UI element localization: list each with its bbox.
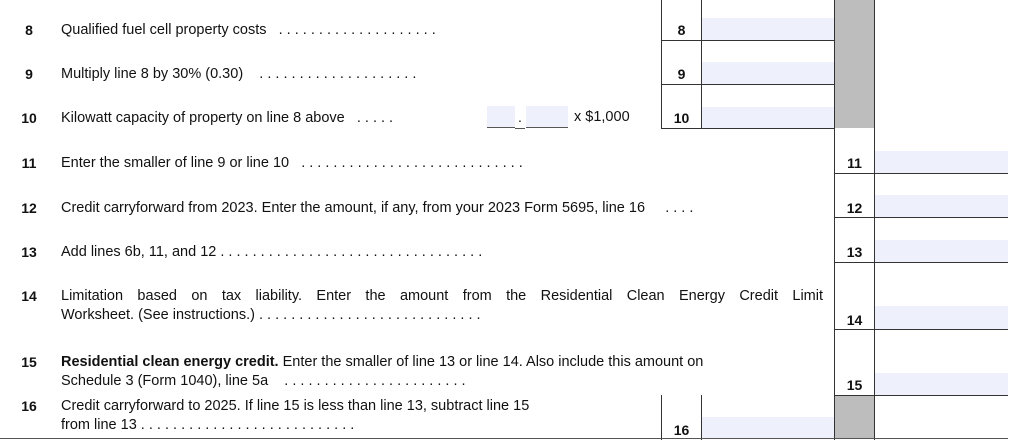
line-14-number: 14 xyxy=(21,288,37,304)
row-14-rule xyxy=(834,329,1008,330)
line-16-text-line1: Credit carryforward to 2025. If line 15 is less than line 13, subtract line 15 xyxy=(61,398,530,414)
line-10-text: Kilowatt capacity of property on line 8 above xyxy=(61,110,345,126)
kilowatt-whole-input[interactable] xyxy=(487,106,515,128)
line-12-label xyxy=(61,199,693,218)
line-15-text-line1-content: Enter the smaller of line 13 or line 14. Also include this amount on xyxy=(278,354,704,370)
line-11-number: 11 xyxy=(21,155,37,171)
kilowatt-decimal-separator: . xyxy=(515,109,525,129)
line-8-amount-input[interactable] xyxy=(702,18,834,40)
outer-box-left-rule xyxy=(834,0,835,440)
line-14-label xyxy=(61,287,823,325)
line-14-amount-input[interactable] xyxy=(875,306,1008,329)
line-14-text-line2 xyxy=(61,306,823,325)
row-10-rule xyxy=(661,128,834,129)
line-13-number: 13 xyxy=(21,244,37,260)
row-8-rule xyxy=(661,40,834,41)
line-8-number: 8 xyxy=(25,22,33,38)
box-12-label: 12 xyxy=(846,200,863,216)
line-16-amount-input[interactable] xyxy=(702,417,834,438)
leader-dots: . . . . . . . . . . . . . . . . . . . . . . . . . . . . xyxy=(258,307,481,323)
line-10-amount-input[interactable] xyxy=(702,107,834,128)
box-10-label: 10 xyxy=(673,110,690,126)
line-12-amount-input[interactable] xyxy=(875,195,1008,217)
row-11-rule xyxy=(834,173,1008,174)
line-14-text-line2-content: Worksheet. (See instructions.) xyxy=(61,307,255,323)
leader-dots: . . . . . . . . . . . . . . . . . . . . xyxy=(278,22,436,38)
leader-dots: . . . . . . . . . . . . . . . . . . . . . . . xyxy=(284,373,466,389)
line-11-label xyxy=(61,154,523,173)
line-9-amount-input[interactable] xyxy=(702,62,834,84)
line-15-text-line2-content: Schedule 3 (Form 1040), line 5a xyxy=(61,373,269,389)
box-8-label: 8 xyxy=(677,22,686,38)
row-13-rule xyxy=(834,262,1008,263)
line-13-label xyxy=(61,243,482,262)
line-15-number: 15 xyxy=(21,354,37,370)
box-9-label: 9 xyxy=(677,66,686,82)
line-8-label xyxy=(61,21,436,40)
leader-dots: . . . . . . . . . . . . . . . . . . . . . . . . . . . xyxy=(140,417,355,433)
line-16-number: 16 xyxy=(21,398,37,414)
line-16-label xyxy=(61,397,661,435)
shaded-cell-bottom xyxy=(835,396,874,438)
leader-dots: . . . . . . . . . . . . . . . . . . . . . . . . . . . . xyxy=(301,155,523,171)
line-13-text: Add lines 6b, 11, and 12 xyxy=(61,244,217,260)
row-12-rule xyxy=(834,217,1008,218)
line-13-amount-input[interactable] xyxy=(875,240,1008,262)
kilowatt-fraction-input[interactable] xyxy=(526,106,568,128)
line-15-amount-input[interactable] xyxy=(875,373,1008,395)
line-11-text: Enter the smaller of line 9 or line 10 xyxy=(61,155,290,171)
box-11-label: 11 xyxy=(847,155,862,171)
line-15-text-line1 xyxy=(61,353,823,372)
line-10-label xyxy=(61,109,393,128)
box-14-label: 14 xyxy=(846,312,863,328)
line-16-text-line2 xyxy=(61,416,661,435)
line-11-amount-input[interactable] xyxy=(875,151,1008,173)
leader-dots: . . . . . . . . . . . . . . . . . . . . xyxy=(259,66,417,82)
line-12-text: Credit carryforward from 2023. Enter the amount, if any, from your 2023 Form 5695, line 16 xyxy=(61,200,646,216)
box-16-label: 16 xyxy=(673,422,690,438)
leader-dots: . . . . . . . . . . . . . . . . . . . . . . . . . . . . . . . . . xyxy=(220,244,483,260)
box-15-label: 15 xyxy=(846,377,863,393)
line-9-label xyxy=(61,65,416,84)
form-bottom-rule xyxy=(0,438,1008,439)
line-10-number: 10 xyxy=(21,110,37,126)
line-14-text-line1: Limitation based on tax liability. Enter the amount from the Residential Clean Energy Credit Limit xyxy=(61,288,823,304)
line-15-label xyxy=(61,353,823,391)
line-12-number: 12 xyxy=(21,200,37,216)
line-8-text: Qualified fuel cell property costs xyxy=(61,22,267,38)
line-15-bold-title: Residential clean energy credit. xyxy=(61,354,279,370)
leader-dots: . . . . . xyxy=(356,110,394,126)
leader-dots: . . . . xyxy=(665,200,694,216)
line-9-number: 9 xyxy=(25,66,33,82)
line-16-text-line2-content: from line 13 xyxy=(61,417,137,433)
kilowatt-multiplier: x $1,000 xyxy=(574,109,630,125)
line-15-text-line2 xyxy=(61,372,823,391)
box-13-label: 13 xyxy=(846,244,863,260)
line-9-text: Multiply line 8 by 30% (0.30) xyxy=(61,66,244,82)
row-9-rule xyxy=(661,84,834,85)
shaded-cell-top xyxy=(834,0,874,128)
